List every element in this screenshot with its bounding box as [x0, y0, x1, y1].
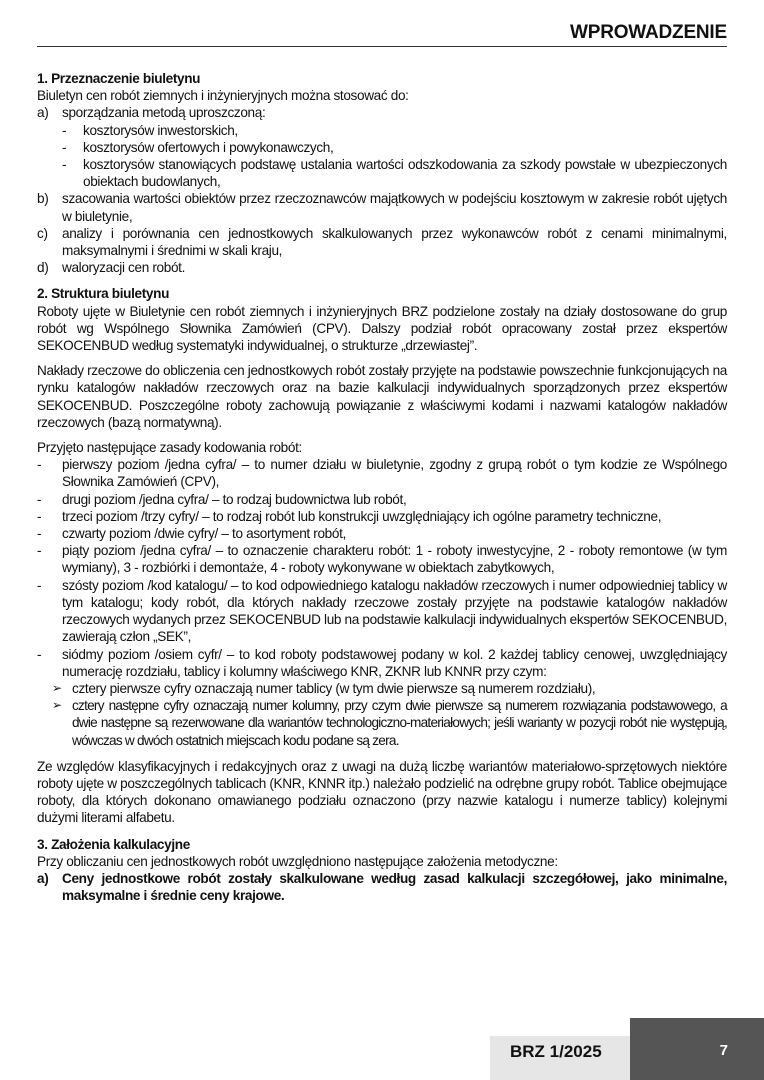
list-text: czwarty poziom /dwie cyfry/ – to asortyment robót,	[62, 526, 346, 542]
list-text: waloryzacji cen robót.	[62, 260, 186, 276]
section-2-paragraph-4: Ze względów klasyfikacyjnych i redakcyjnych oraz z uwagi na dużą liczbę wariantów materiałowo-sprzętowych niektóre roboty ujęte w poszczególnych tablicach (KNR, KNNR itp.) należało podzielić na odrębne grupy robót. Tablice obejmujące roboty, dla których dokonano omawianego podziału oznaczono (przy nazwie katalogu i numerze tablicy) kolejnymi dużymi literami alfabetu.	[37, 758, 727, 826]
section-2-heading: 2. Struktura biuletynu	[37, 286, 170, 302]
list-text: kosztorysów ofertowych i powykonawczych,	[83, 139, 334, 155]
list-text: szósty poziom /kod katalogu/ – to kod odpowiedniego katalogu nakładów rzeczowych i numer odpowiedniej tablicy w tym katalogu; kody robót, dla których nakłady rzeczowe zostały przyjęte na podstawie katalogów nakładów rzeczowych wydanych przez SEKOCENBUD lub na podstawie kalkulacji indywidualnych ekspertów SEKOCENBUD, zawierają człon „SEK”,	[62, 577, 728, 645]
list-label: a)	[37, 870, 49, 886]
list-item	[37, 225, 727, 259]
list-item	[37, 542, 727, 576]
list-item	[37, 190, 727, 224]
list-item	[37, 139, 727, 156]
dash-bullet: -	[37, 526, 42, 542]
list-item	[37, 525, 727, 542]
list-text: drugi poziom /jedna cyfra/ – to rodzaj budownictwa lub robót,	[62, 491, 407, 507]
page-header	[37, 20, 727, 47]
list-item	[37, 491, 727, 508]
list-text: piąty poziom /jedna cyfra/ – to oznaczenie charakteru robót: 1 - roboty inwestycyjne, 2 - roboty remontowe (w tym wymiany), 3 - rozbiórki i demontaże, 4 - roboty wykonywane w obiektach zabytkowych,	[62, 543, 727, 576]
list-label: a)	[37, 105, 49, 121]
list-item	[37, 104, 727, 121]
section-3-intro: Przy obliczaniu cen jednostkowych robót uwzględniono następujące założenia metodyczne:	[37, 853, 558, 869]
section-1-intro: Biuletyn cen robót ziemnych i inżynieryjnych można stosować do:	[37, 88, 409, 104]
list-label: d)	[37, 260, 49, 276]
list-label: c)	[37, 225, 48, 241]
list-item	[37, 259, 727, 276]
list-text: trzeci poziom /trzy cyfry/ – to rodzaj robót lub konstrukcji uwzględniający ich ogólne parametry techniczne,	[62, 508, 662, 524]
section-3-heading: 3. Założenia kalkulacyjne	[37, 836, 190, 852]
arrow-bullet-icon: ➢	[52, 698, 62, 713]
list-text: cztery następne cyfry oznaczają numer kolumny, przy czym dwie pierwsze są numerem rozwiązania podstawowego, a dwie następne są rezerwowane dla wariantów technologiczno-materiałowych; jeśli warianty w pozycji robót nie występują, wówczas w dwóch ostatnich miejscach kodu podane są zera.	[72, 698, 727, 748]
list-text: pierwszy poziom /jedna cyfra/ – to numer działu w biuletynie, zgodny z grupą robót o tym kodzie ze Wspólnego Słownika Zamówień (CPV),	[62, 457, 727, 490]
list-item	[37, 697, 727, 749]
list-item	[37, 646, 727, 680]
list-item	[37, 456, 727, 490]
list-text: siódmy poziom /osiem cyfr/ – to kod roboty podstawowej podany w kol. 2 każdej tablicy cenowej, uwzględniający numerację rozdziału, tablicy i kolumny właściwego KNR, ZKNR lub KNNR przy czym:	[62, 646, 727, 679]
list-item	[37, 680, 727, 697]
list-text: Ceny jednostkowe robót zostały skalkulowane według zasad kalkulacji szczegółowej, jako minimalne, maksymalne i średnie ceny krajowe.	[62, 870, 727, 904]
footer-page-box	[630, 1018, 764, 1080]
dash-bullet: -	[37, 646, 42, 662]
section-2-paragraph-3: Przyjęto następujące zasady kodowania robót:	[37, 440, 302, 456]
list-text: cztery pierwsze cyfry oznaczają numer tablicy (w tym dwie pierwsze są numerem rozdziału),	[72, 680, 596, 696]
list-item	[37, 508, 727, 525]
document-body	[37, 70, 727, 904]
dash-bullet: -	[62, 157, 67, 173]
list-text: szacowania wartości obiektów przez rzeczoznawców majątkowych w podejściu kosztowym w zakresie robót ujętych w biuletynie,	[62, 191, 727, 224]
page-title: WPROWADZENIE	[570, 22, 727, 43]
dash-bullet: -	[37, 457, 42, 473]
bulletin-code: BRZ 1/2025	[510, 1042, 602, 1061]
dash-bullet: -	[37, 491, 42, 507]
list-item	[37, 156, 727, 190]
dash-bullet: -	[62, 139, 67, 155]
dash-bullet: -	[37, 508, 42, 524]
list-text: analizy i porównania cen jednostkowych skalkulowanych przez wykonawców robót z cenami minimalnymi, maksymalnymi i średnimi w skali kraju,	[62, 225, 727, 259]
dash-bullet: -	[37, 577, 42, 593]
dash-bullet: -	[62, 122, 67, 138]
section-1-heading: 1. Przeznaczenie biuletynu	[37, 71, 201, 86]
list-text: kosztorysów stanowiących podstawę ustalania wartości odszkodowania za szkody powstałe w ubezpieczonych obiektach budowlanych,	[83, 157, 727, 190]
list-text: kosztorysów inwestorskich,	[83, 122, 238, 138]
page-footer	[0, 1018, 764, 1080]
page-number: 7	[719, 1042, 728, 1059]
list-label: b)	[37, 191, 49, 207]
list-item	[37, 122, 727, 139]
list-item	[37, 577, 727, 646]
list-item	[37, 870, 727, 904]
list-text: sporządzania metodą uproszczoną:	[62, 105, 266, 121]
arrow-bullet-icon: ➢	[52, 680, 62, 695]
dash-bullet: -	[37, 543, 42, 559]
section-2-paragraph-1: Roboty ujęte w Biuletynie cen robót ziemnych i inżynieryjnych BRZ podzielone zostały na działy dostosowane do grup robót wg Wspólnego Słownika Zamówień (CPV). Dalszy podział robót opracowany został przez ekspertów SEKOCENBUD według systematyki indywidualnej, o strukturze „drzewiastej”.	[37, 303, 727, 354]
section-2-paragraph-2: Nakłady rzeczowe do obliczenia cen jednostkowych robót zostały przyjęte na podstawie powszechnie funkcjonujących na rynku katalogów nakładów rzeczowych oraz na bazie kalkulacji indywidualnych sporządzonych przez ekspertów SEKOCENBUD. Poszczególne roboty zachowują powiązanie z właściwymi kodami i nazwami katalogów nakładów rzeczowych (bazą normatywną).	[37, 363, 727, 430]
